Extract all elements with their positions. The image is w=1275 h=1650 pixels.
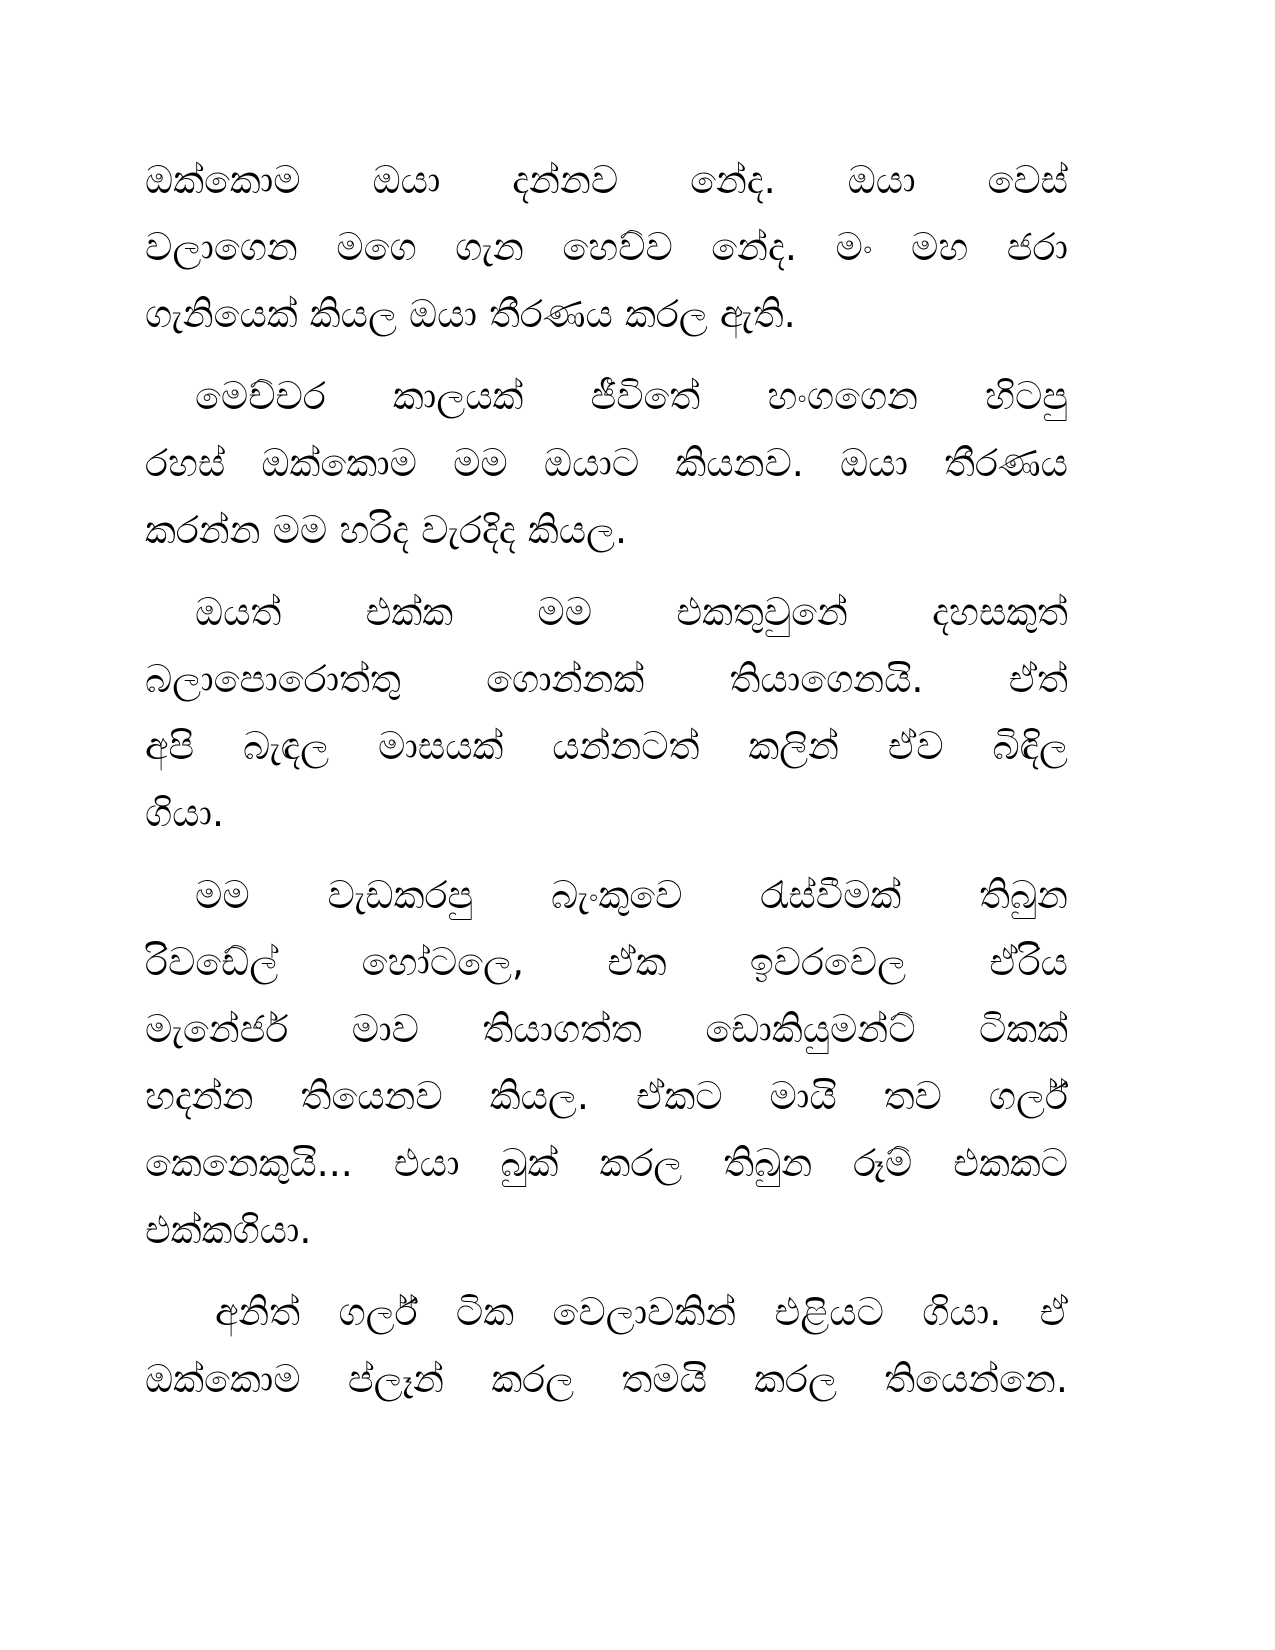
text-line: අපි බැඳල මාසයක් යන්නටත් කලින් ඒව බිඳිල — [145, 724, 1068, 768]
text-line: මම වැඩකරපු බැංකුවෙ රැස්වීමක් තිබුන — [195, 873, 1068, 917]
text-line: රිවඩේල් හෝටලෙ, ඒක ඉවරවෙල ඒරිය — [145, 940, 1068, 984]
text-line: අනිත් ගර්ල් ටික වෙලාවකින් එළියට ගියා. ඒ — [215, 1290, 1068, 1334]
paragraph-5 — [145, 1279, 1068, 1413]
text-line: මැනේජර් මාව තියාගත්ත ඩොකියුමන්ට් ටිකක් — [145, 1007, 1068, 1051]
paragraph-1 — [145, 147, 1068, 348]
text-line: ඔක්කොම ඔයා දන්නව නේද. ඔයා වෙස් — [145, 158, 1068, 202]
text-line: හදන්න තියෙනව කියල. ඒකට මායි තව ගර්ල් — [145, 1074, 1068, 1118]
text-line: ඔයත් එක්ක මම එකතුවුනේ දහසකුත් — [195, 590, 1068, 634]
text-line: වලාගෙන මගෙ ගැන හෙව්ව නේද. මං මහ ජරා — [145, 225, 1068, 269]
paragraph-2 — [145, 363, 1068, 564]
paragraph-3 — [145, 579, 1068, 847]
text-line: ගැනියෙක් කියල ඔයා තීරණය කරල ඇති. — [145, 292, 796, 336]
body-text — [145, 147, 1068, 1413]
text-line: මෙච්චර කාලයක් ජීවිතේ හංගගෙන හිටපු — [195, 374, 1068, 418]
text-line: කරන්න මම හරිද වැරදිද කියල. — [145, 508, 628, 552]
paragraph-4 — [145, 862, 1068, 1264]
text-line: කෙනෙකුයි... එයා බුක් කරල තිබුන රූම් එකකට — [145, 1141, 1068, 1185]
text-line: බලාපොරොත්තු ගොන්නක් තියාගෙනයි. ඒත් — [145, 657, 1068, 701]
text-line: එක්කගියා. — [145, 1208, 312, 1252]
text-line: ඔක්කොම ප්ලෑන් කරල තමයි කරල තියෙන්නෙ. — [145, 1357, 1068, 1401]
text-line: රහස් ඔක්කොම මම ඔයාට කියනව. ඔයා තීරණය — [145, 441, 1068, 485]
text-line: ගියා. — [145, 791, 225, 835]
